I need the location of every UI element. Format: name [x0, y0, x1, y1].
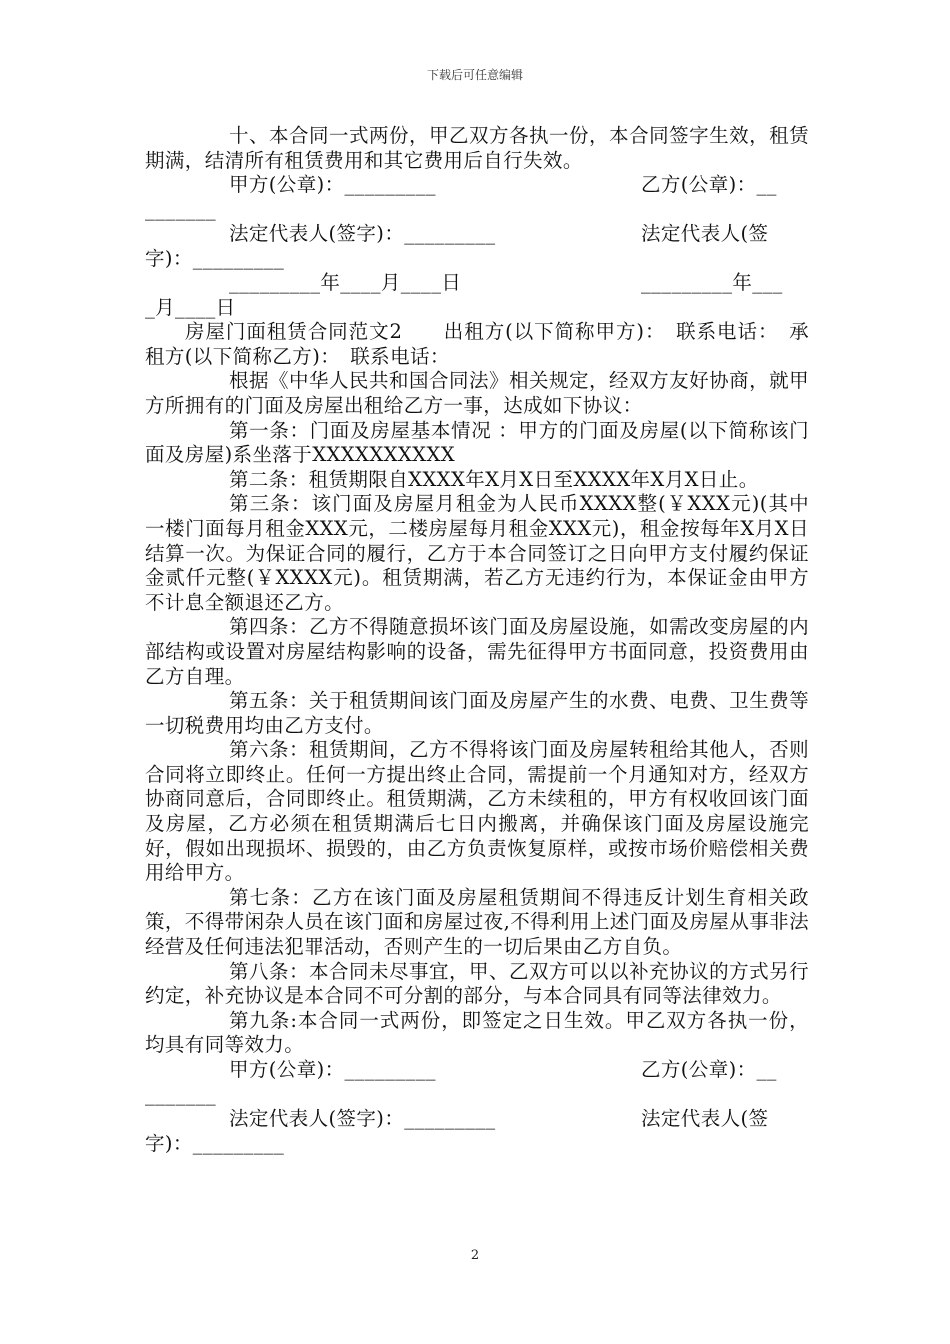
- signature-block-1-seal: [145, 173, 809, 222]
- article-1: 第一条：门面及房屋基本情况 ：甲方的门面及房屋(以下简称该门面及房屋)系坐落于XXXXXXXXXX: [145, 418, 809, 467]
- party-a-representative: 法定代表人(签字)：_________: [229, 222, 496, 246]
- article-8: 第八条：本合同未尽事宜，甲、乙双方可以以补充协议的方式另行约定，补充协议是本合同不可分割的部分，与本合同具有同等法律效力。: [145, 959, 809, 1008]
- party-b-seal-2: 乙方(公章)：__: [641, 1058, 777, 1081]
- signature-block-1-rep: [145, 222, 809, 271]
- article-6: 第六条：租赁期间，乙方不得将该门面及房屋转租给其他人，否则合同将立即终止。任何一方提出终止合同，需提前一个月通知对方，经双方协商同意后，合同即终止。租赁期满，乙方未续租的，甲方有权收回该门面及房屋，乙方必须在租赁期满后七日内搬离，并确保该门面及房屋设施完好，假如出现损坏、损毁的，由乙方负责恢复原样，或按市场价赔偿相关费用给甲方。: [145, 738, 809, 885]
- party-a-seal-2: 甲方(公章)：_________: [229, 1058, 436, 1081]
- signature-block-2-seal: [145, 1058, 809, 1107]
- article-5: 第五条：关于租赁期间该门面及房屋产生的水费、电费、卫生费等一切税费用均由乙方支付。: [145, 689, 809, 737]
- document-body: [145, 124, 809, 1156]
- party-a-representative-2: 法定代表人(签字)：_________: [229, 1107, 496, 1130]
- party-a-date: _________年____月____日: [229, 271, 462, 295]
- clause-10: 十、本合同一式两份，甲乙双方各执一份，本合同签字生效，租赁期满，结清所有租赁费用和其它费用后自行失效。: [145, 124, 809, 172]
- article-4: 第四条：乙方不得随意损坏该门面及房屋设施，如需改变房屋的内部结构或设置对房屋结构影响的设备，需先征得甲方书面同意，投资费用由乙方自理。: [145, 615, 809, 688]
- page-number: 2: [470, 1248, 480, 1263]
- page-header: 下载后可任意编辑: [426, 68, 523, 82]
- party-a-seal: 甲方(公章)：_________: [229, 173, 436, 197]
- article-9: 第九条:本合同一式两份，即签定之日生效。甲乙双方各执一份，均具有同等效力。: [145, 1008, 809, 1057]
- party-b-seal: 乙方(公章)：__: [641, 173, 777, 197]
- signature-block-1-date: [145, 271, 809, 320]
- party-b-seal-2-cont: _______: [145, 1083, 217, 1106]
- article-2: 第二条：租赁期限自XXXX年X月X日至XXXX年X月X日止。: [229, 467, 759, 491]
- signature-block-2-rep: [145, 1107, 809, 1156]
- party-b-seal-cont: _______: [145, 198, 217, 222]
- party-b-representative: 法定代表人(签: [641, 222, 769, 246]
- preamble: 根据《中华人民共和国合同法》相关规定，经双方友好协商，就甲方所拥有的门面及房屋出租给乙方一事，达成如下协议：: [145, 369, 809, 417]
- article-3: 第三条：该门面及房屋月租金为人民币XXXX整(￥XXX元)(其中一楼门面每月租金XXX元，二楼房屋每月租金XXX元)，租金按每年X月X日结算一次。为保证合同的履行，乙方于本合同签订之日向甲方支付履约保证金贰仟元整(￥XXXX元)。租赁期满，若乙方无违约行为，本保证金由甲方不计息全额退还乙方。: [145, 492, 809, 614]
- contract-2-intro: 房屋门面租赁合同范文2 出租方(以下简称甲方)： 联系电话： 承租方(以下简称乙方)： 联系电话：: [145, 320, 809, 368]
- party-b-representative-2: 法定代表人(签: [641, 1107, 769, 1130]
- article-7: 第七条：乙方在该门面及房屋租赁期间不得违反计划生育相关政策，不得带闲杂人员在该门面和房屋过夜,不得利用上述门面及房屋从事非法经营及任何违法犯罪活动，否则产生的一切后果由乙方自负。: [145, 885, 809, 959]
- party-b-date-cont: _月____日: [145, 296, 236, 320]
- party-b-representative-cont: 字)：_________: [145, 247, 285, 271]
- party-b-representative-2-cont: 字)：_________: [145, 1132, 285, 1155]
- party-b-date: _________年___: [641, 271, 783, 295]
